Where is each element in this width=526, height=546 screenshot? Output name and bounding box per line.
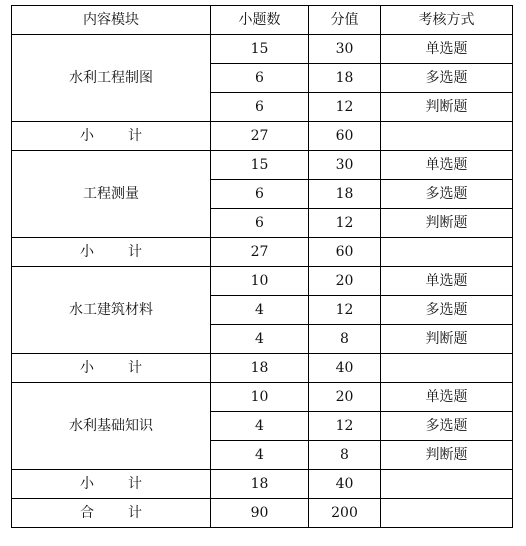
question-count: 6 <box>211 180 309 209</box>
subtotal-score: 60 <box>309 122 381 151</box>
assessment-method: 判断题 <box>381 325 513 354</box>
subtotal-method <box>381 470 513 499</box>
total-label: 合计 <box>12 499 211 528</box>
table-row <box>12 383 513 412</box>
question-count: 4 <box>211 296 309 325</box>
subtotal-score: 40 <box>309 354 381 383</box>
question-count: 4 <box>211 325 309 354</box>
score-value: 18 <box>309 180 381 209</box>
assessment-method: 多选题 <box>381 412 513 441</box>
score-value: 30 <box>309 35 381 64</box>
assessment-method: 单选题 <box>381 383 513 412</box>
question-count: 15 <box>211 151 309 180</box>
header-count: 小题数 <box>211 6 309 35</box>
subtotal-row <box>12 122 513 151</box>
subtotal-count: 27 <box>211 238 309 267</box>
module-name: 水利工程制图 <box>12 35 211 122</box>
subtotal-score: 60 <box>309 238 381 267</box>
subtotal-row <box>12 470 513 499</box>
exam-structure-table <box>11 5 513 528</box>
score-value: 12 <box>309 296 381 325</box>
module-name: 水利基础知识 <box>12 383 211 470</box>
subtotal-count: 27 <box>211 122 309 151</box>
header-score: 分值 <box>309 6 381 35</box>
score-value: 20 <box>309 267 381 296</box>
score-value: 20 <box>309 383 381 412</box>
assessment-method: 单选题 <box>381 151 513 180</box>
subtotal-label: 小计 <box>12 238 211 267</box>
subtotal-label: 小计 <box>12 470 211 499</box>
question-count: 10 <box>211 267 309 296</box>
total-row <box>12 499 513 528</box>
header-method: 考核方式 <box>381 6 513 35</box>
question-count: 6 <box>211 209 309 238</box>
subtotal-method <box>381 354 513 383</box>
table-row <box>12 267 513 296</box>
assessment-method: 单选题 <box>381 35 513 64</box>
score-value: 8 <box>309 325 381 354</box>
score-value: 12 <box>309 412 381 441</box>
assessment-method: 单选题 <box>381 267 513 296</box>
assessment-method: 判断题 <box>381 209 513 238</box>
assessment-method: 判断题 <box>381 441 513 470</box>
total-method <box>381 499 513 528</box>
subtotal-row <box>12 354 513 383</box>
score-value: 18 <box>309 64 381 93</box>
assessment-method: 多选题 <box>381 64 513 93</box>
subtotal-score: 40 <box>309 470 381 499</box>
score-value: 12 <box>309 209 381 238</box>
total-score: 200 <box>309 499 381 528</box>
subtotal-count: 18 <box>211 354 309 383</box>
score-value: 8 <box>309 441 381 470</box>
assessment-method: 判断题 <box>381 93 513 122</box>
question-count: 6 <box>211 64 309 93</box>
module-name: 水工建筑材料 <box>12 267 211 354</box>
subtotal-label: 小计 <box>12 354 211 383</box>
assessment-method: 多选题 <box>381 180 513 209</box>
question-count: 4 <box>211 412 309 441</box>
total-count: 90 <box>211 499 309 528</box>
subtotal-method <box>381 238 513 267</box>
subtotal-count: 18 <box>211 470 309 499</box>
subtotal-row <box>12 238 513 267</box>
subtotal-method <box>381 122 513 151</box>
header-row <box>12 6 513 35</box>
question-count: 6 <box>211 93 309 122</box>
question-count: 15 <box>211 35 309 64</box>
table-row <box>12 151 513 180</box>
module-name: 工程测量 <box>12 151 211 238</box>
question-count: 10 <box>211 383 309 412</box>
question-count: 4 <box>211 441 309 470</box>
table-row <box>12 35 513 64</box>
header-module: 内容模块 <box>12 6 211 35</box>
subtotal-label: 小计 <box>12 122 211 151</box>
score-value: 30 <box>309 151 381 180</box>
score-value: 12 <box>309 93 381 122</box>
assessment-method: 多选题 <box>381 296 513 325</box>
